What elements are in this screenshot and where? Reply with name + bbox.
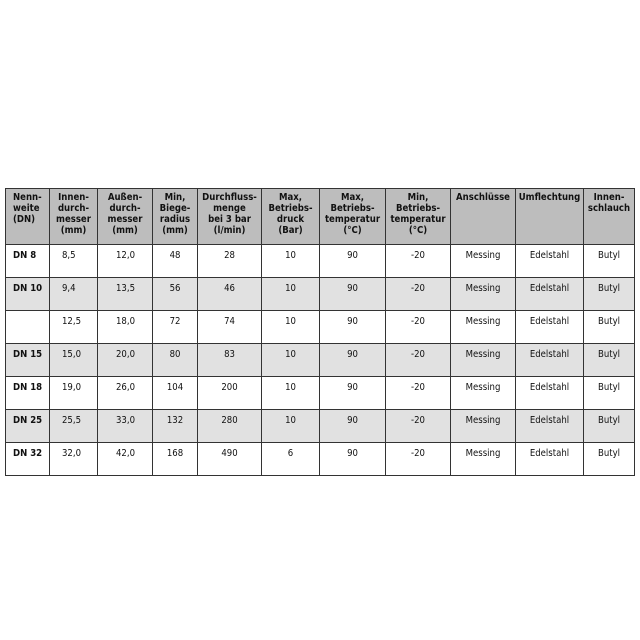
cell-innenschlauch: Butyl — [584, 311, 635, 344]
cell-durchfluss: 46 — [198, 278, 262, 311]
cell-innen: 8,5 — [50, 245, 98, 278]
cell-radius: 56 — [153, 278, 198, 311]
cell-innen: 19,0 — [50, 377, 98, 410]
cell-min-temp: -20 — [386, 344, 451, 377]
cell-durchfluss: 280 — [198, 410, 262, 443]
cell-radius: 168 — [153, 443, 198, 476]
cell-innenschlauch: Butyl — [584, 245, 635, 278]
table-row — [6, 410, 635, 443]
header-durchflussmenge: Durchfluss- menge bei 3 bar (l/min) — [198, 189, 262, 245]
cell-innen: 32,0 — [50, 443, 98, 476]
cell-aussen: 12,0 — [98, 245, 153, 278]
header-innendurchmesser: Innen- durch- messer (mm) — [50, 189, 98, 245]
cell-anschluesse: Messing — [451, 311, 516, 344]
cell-anschluesse: Messing — [451, 410, 516, 443]
cell-min-temp: -20 — [386, 278, 451, 311]
cell-umflechtung: Edelstahl — [516, 443, 584, 476]
cell-umflechtung: Edelstahl — [516, 377, 584, 410]
cell-innenschlauch: Butyl — [584, 443, 635, 476]
table-header — [6, 189, 635, 245]
hose-spec-table — [5, 188, 635, 476]
cell-druck: 10 — [262, 245, 320, 278]
cell-druck: 10 — [262, 344, 320, 377]
cell-durchfluss: 200 — [198, 377, 262, 410]
table-body — [6, 245, 635, 476]
cell-min-temp: -20 — [386, 410, 451, 443]
table-row — [6, 311, 635, 344]
header-betriebsdruck: Max, Betriebs- druck (Bar) — [262, 189, 320, 245]
header-umflechtung: Umflechtung — [516, 189, 584, 245]
cell-umflechtung: Edelstahl — [516, 344, 584, 377]
cell-max-temp: 90 — [320, 410, 386, 443]
cell-umflechtung: Edelstahl — [516, 311, 584, 344]
cell-innen: 9,4 — [50, 278, 98, 311]
cell-aussen: 42,0 — [98, 443, 153, 476]
header-row — [6, 189, 635, 245]
cell-innenschlauch: Butyl — [584, 377, 635, 410]
header-max-temperatur: Max, Betriebs- temperatur (°C) — [320, 189, 386, 245]
cell-radius: 48 — [153, 245, 198, 278]
cell-druck: 10 — [262, 311, 320, 344]
cell-min-temp: -20 — [386, 443, 451, 476]
cell-innenschlauch: Butyl — [584, 410, 635, 443]
cell-aussen: 26,0 — [98, 377, 153, 410]
cell-anschluesse: Messing — [451, 245, 516, 278]
cell-umflechtung: Edelstahl — [516, 278, 584, 311]
table-row — [6, 344, 635, 377]
cell-innen: 12,5 — [50, 311, 98, 344]
cell-radius: 80 — [153, 344, 198, 377]
cell-max-temp: 90 — [320, 344, 386, 377]
cell-anschluesse: Messing — [451, 344, 516, 377]
cell-druck: 10 — [262, 278, 320, 311]
cell-max-temp: 90 — [320, 311, 386, 344]
cell-durchfluss: 28 — [198, 245, 262, 278]
cell-umflechtung: Edelstahl — [516, 410, 584, 443]
spec-table-container — [5, 188, 634, 476]
header-innenschlauch: Innen- schlauch — [584, 189, 635, 245]
cell-dn: DN 25 — [6, 410, 50, 443]
cell-anschluesse: Messing — [451, 278, 516, 311]
cell-dn: DN 32 — [6, 443, 50, 476]
cell-innen: 15,0 — [50, 344, 98, 377]
cell-max-temp: 90 — [320, 443, 386, 476]
cell-aussen: 33,0 — [98, 410, 153, 443]
cell-dn: DN 18 — [6, 377, 50, 410]
table-row — [6, 377, 635, 410]
cell-max-temp: 90 — [320, 245, 386, 278]
cell-radius: 104 — [153, 377, 198, 410]
header-min-temperatur: Min, Betriebs- temperatur (°C) — [386, 189, 451, 245]
cell-dn: DN 8 — [6, 245, 50, 278]
cell-min-temp: -20 — [386, 311, 451, 344]
cell-anschluesse: Messing — [451, 377, 516, 410]
cell-durchfluss: 83 — [198, 344, 262, 377]
cell-innen: 25,5 — [50, 410, 98, 443]
cell-aussen: 20,0 — [98, 344, 153, 377]
header-nennweite: Nenn- weite (DN) — [6, 189, 50, 245]
cell-dn: DN 10 — [6, 278, 50, 311]
header-anschluesse: Anschlüsse — [451, 189, 516, 245]
cell-innenschlauch: Butyl — [584, 344, 635, 377]
cell-min-temp: -20 — [386, 245, 451, 278]
header-aussendurchmesser: Außen- durch- messer (mm) — [98, 189, 153, 245]
cell-radius: 132 — [153, 410, 198, 443]
cell-durchfluss: 74 — [198, 311, 262, 344]
cell-dn — [6, 311, 50, 344]
cell-max-temp: 90 — [320, 278, 386, 311]
cell-druck: 10 — [262, 410, 320, 443]
header-biegeradius: Min, Biege- radius (mm) — [153, 189, 198, 245]
cell-aussen: 18,0 — [98, 311, 153, 344]
table-row — [6, 443, 635, 476]
cell-aussen: 13,5 — [98, 278, 153, 311]
table-row — [6, 245, 635, 278]
cell-druck: 10 — [262, 377, 320, 410]
cell-innenschlauch: Butyl — [584, 278, 635, 311]
cell-druck: 6 — [262, 443, 320, 476]
cell-dn: DN 15 — [6, 344, 50, 377]
cell-durchfluss: 490 — [198, 443, 262, 476]
cell-min-temp: -20 — [386, 377, 451, 410]
table-row — [6, 278, 635, 311]
cell-radius: 72 — [153, 311, 198, 344]
cell-max-temp: 90 — [320, 377, 386, 410]
cell-anschluesse: Messing — [451, 443, 516, 476]
cell-umflechtung: Edelstahl — [516, 245, 584, 278]
